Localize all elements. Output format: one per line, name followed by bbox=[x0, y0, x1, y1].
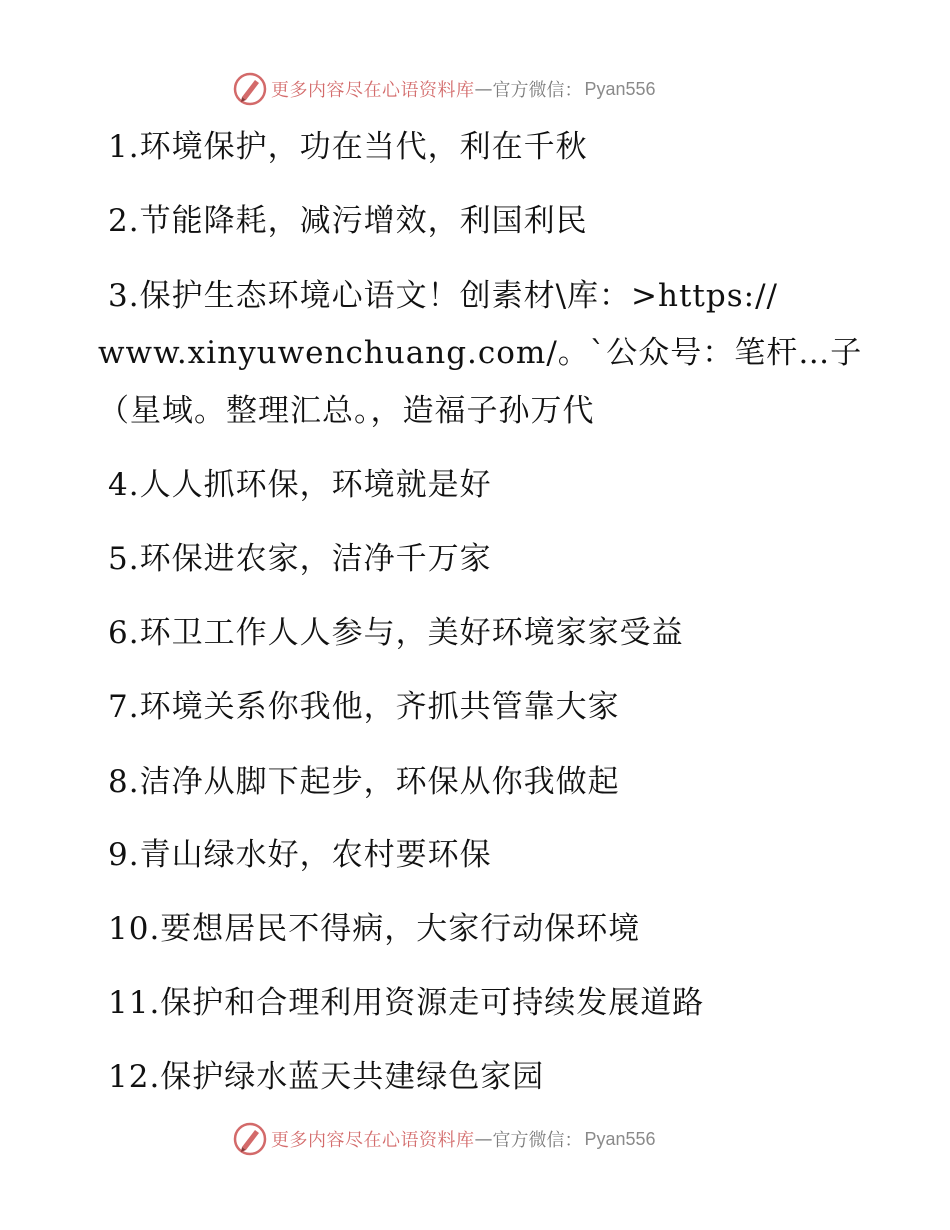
header-dash: — bbox=[474, 78, 493, 100]
slogan-line-12: 12.保护绿水蓝天共建绿色家园 bbox=[108, 1059, 545, 1095]
slogan-line-4: 4.人人抓环保，环境就是好 bbox=[108, 467, 492, 503]
footer-wechat-label: 官方微信： bbox=[492, 1130, 583, 1151]
slogan-line-1: 1.环境保护，功在当代，利在千秋 bbox=[108, 129, 588, 165]
slogan-line-2: 2.节能降耗，减污增效，利国利民 bbox=[108, 203, 588, 239]
footer-brand-text: 更多内容尽在心语资料库 bbox=[271, 1130, 475, 1151]
pen-logo-icon bbox=[233, 1122, 267, 1156]
footer-dash: — bbox=[474, 1128, 493, 1150]
slogan-line-11: 11.保护和合理利用资源走可持续发展道路 bbox=[108, 985, 705, 1021]
header-banner bbox=[233, 72, 656, 106]
header-wechat-label: 官方微信： bbox=[492, 80, 583, 101]
pen-logo-icon bbox=[233, 72, 267, 106]
slogan-line-3-continued: www.xinyuwenchuang.com/。`公众号：笔杆…子 bbox=[98, 335, 863, 371]
slogan-line-8: 8.洁净从脚下起步，环保从你我做起 bbox=[108, 764, 620, 800]
slogan-line-3: 3.保护生态环境心语文！创素材\库：>https:// bbox=[108, 278, 778, 314]
header-brand-text: 更多内容尽在心语资料库 bbox=[271, 80, 475, 101]
slogan-line-5: 5.环保进农家，洁净千万家 bbox=[108, 541, 492, 577]
slogan-line-9: 9.青山绿水好，农村要环保 bbox=[108, 837, 492, 873]
slogan-line-10: 10.要想居民不得病，大家行动保环境 bbox=[108, 911, 641, 947]
footer-banner bbox=[233, 1122, 656, 1156]
slogan-line-3-end: （星域。整理汇总。，造福子孙万代 bbox=[98, 393, 595, 429]
footer-wechat-id: Pyan556 bbox=[584, 1128, 656, 1149]
slogan-line-6: 6.环卫工作人人参与，美好环境家家受益 bbox=[108, 615, 684, 651]
slogan-line-7: 7.环境关系你我他，齐抓共管靠大家 bbox=[108, 689, 620, 725]
header-wechat-id: Pyan556 bbox=[584, 78, 656, 99]
